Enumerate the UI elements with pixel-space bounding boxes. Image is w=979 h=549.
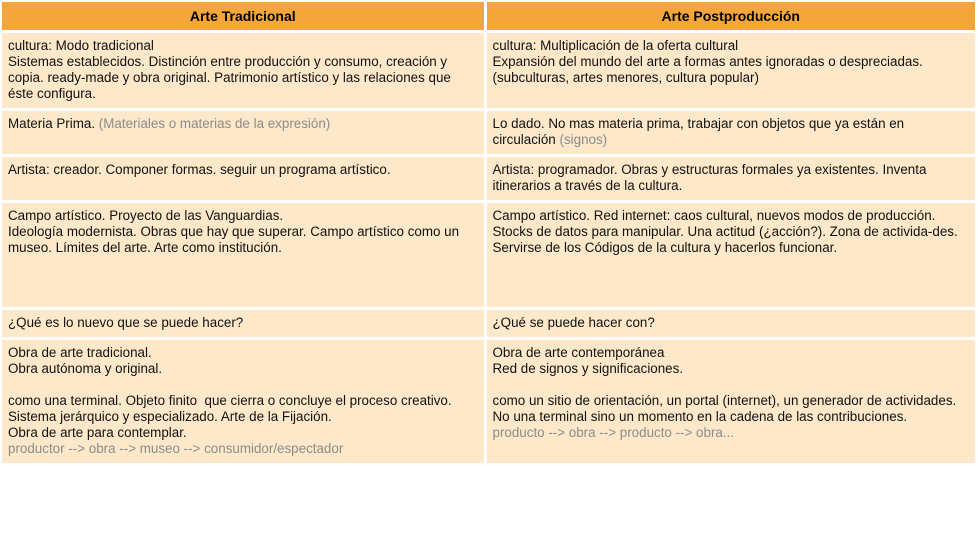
cell-tradicional-cultura (2, 32, 485, 110)
cell-line: Red de signos y significaciones. (492, 361, 684, 376)
cell-line: Artista: programador. Obras y estructuras formales ya existentes. Inventa itinerarios a través de la cultura. (492, 162, 931, 193)
cell-tradicional-artista (2, 156, 485, 202)
comparison-table-container (2, 2, 975, 466)
cell-postproduccion-cultura (485, 32, 975, 110)
header-arte-postproduccion: Arte Postproducción (485, 2, 975, 32)
cell-line: como una terminal. Objeto finito que cierra o concluye el proceso creativo. (8, 393, 452, 408)
header-row (2, 2, 975, 32)
cell-line: Expansión del mundo del arte a formas antes ignoradas o despreciadas. (subculturas, artes menores, cultura popular) (492, 54, 927, 85)
cell-line: Campo artístico. Red internet: caos cultural, nuevos modos de producción. (492, 208, 936, 223)
cell-line: ¿Qué se puede hacer con? (492, 315, 655, 330)
cell-tradicional-campo (2, 202, 485, 309)
cell-line: ¿Qué es lo nuevo que se puede hacer? (8, 315, 244, 330)
cell-line: No una terminal sino un momento en la cadena de las contribuciones. (492, 409, 908, 424)
cell-line: cultura: Multiplicación de la oferta cultural (492, 38, 739, 53)
cell-postproduccion-materia (485, 110, 975, 156)
cell-note: producto --> obra --> producto --> obra... (492, 425, 735, 440)
cell-line: Artista: creador. Componer formas. seguir un programa artístico. (8, 162, 391, 177)
cell-postproduccion-artista (485, 156, 975, 202)
cell-line: Obra de arte para contemplar. (8, 425, 187, 440)
cell-tradicional-pregunta (2, 309, 485, 339)
spacer (493, 377, 970, 393)
cell-line: Obra autónoma y original. (8, 361, 163, 376)
comparison-table (2, 2, 975, 466)
cell-line: Sistema jerárquico y especializado. Arte de la Fijación. (8, 409, 332, 424)
cell-text: Materia Prima. (8, 116, 96, 131)
row-preguntas (2, 309, 975, 339)
header-arte-tradicional: Arte Tradicional (2, 2, 485, 32)
cell-text: Lo dado. No mas materia prima, trabajar con objetos que ya están en circulación (492, 116, 905, 147)
cell-line: Stocks de datos para manipular. Una actitud (¿acción?). Zona de activida-des. Servirse de los Códigos de la cultura y hacerlos funcionar. (492, 224, 962, 255)
row-obra-de-arte (2, 339, 975, 465)
row-artista (2, 156, 975, 202)
cell-note: productor --> obra --> museo --> consumidor/espectador (8, 441, 344, 456)
row-cultura (2, 32, 975, 110)
spacer (8, 377, 478, 393)
cell-line: como un sitio de orientación, un portal (internet), un generador de actividades. (492, 393, 957, 408)
cell-line: Campo artístico. Proyecto de las Vanguardias. (8, 208, 284, 223)
cell-line: cultura: Modo tradicional (8, 38, 154, 53)
cell-postproduccion-campo (485, 202, 975, 309)
cell-line: Ideología modernista. Obras que hay que superar. Campo artístico como un museo. Límites del arte. Arte como institución. (8, 224, 463, 255)
cell-note: (Materiales o materias de la expresión) (98, 116, 331, 131)
row-campo-artistico (2, 202, 975, 309)
row-materia-prima (2, 110, 975, 156)
cell-postproduccion-pregunta (485, 309, 975, 339)
cell-line: Sistemas establecidos. Distinción entre producción y consumo, creación y copia. ready-made y obra original. Patrimonio artístico y las relaciones que éste configura. (8, 54, 455, 101)
cell-line: Obra de arte contemporánea (492, 345, 665, 360)
cell-note: (signos) (559, 132, 608, 147)
cell-postproduccion-obra (485, 339, 975, 465)
cell-tradicional-materia (2, 110, 485, 156)
cell-line: Obra de arte tradicional. (8, 345, 152, 360)
cell-tradicional-obra (2, 339, 485, 465)
